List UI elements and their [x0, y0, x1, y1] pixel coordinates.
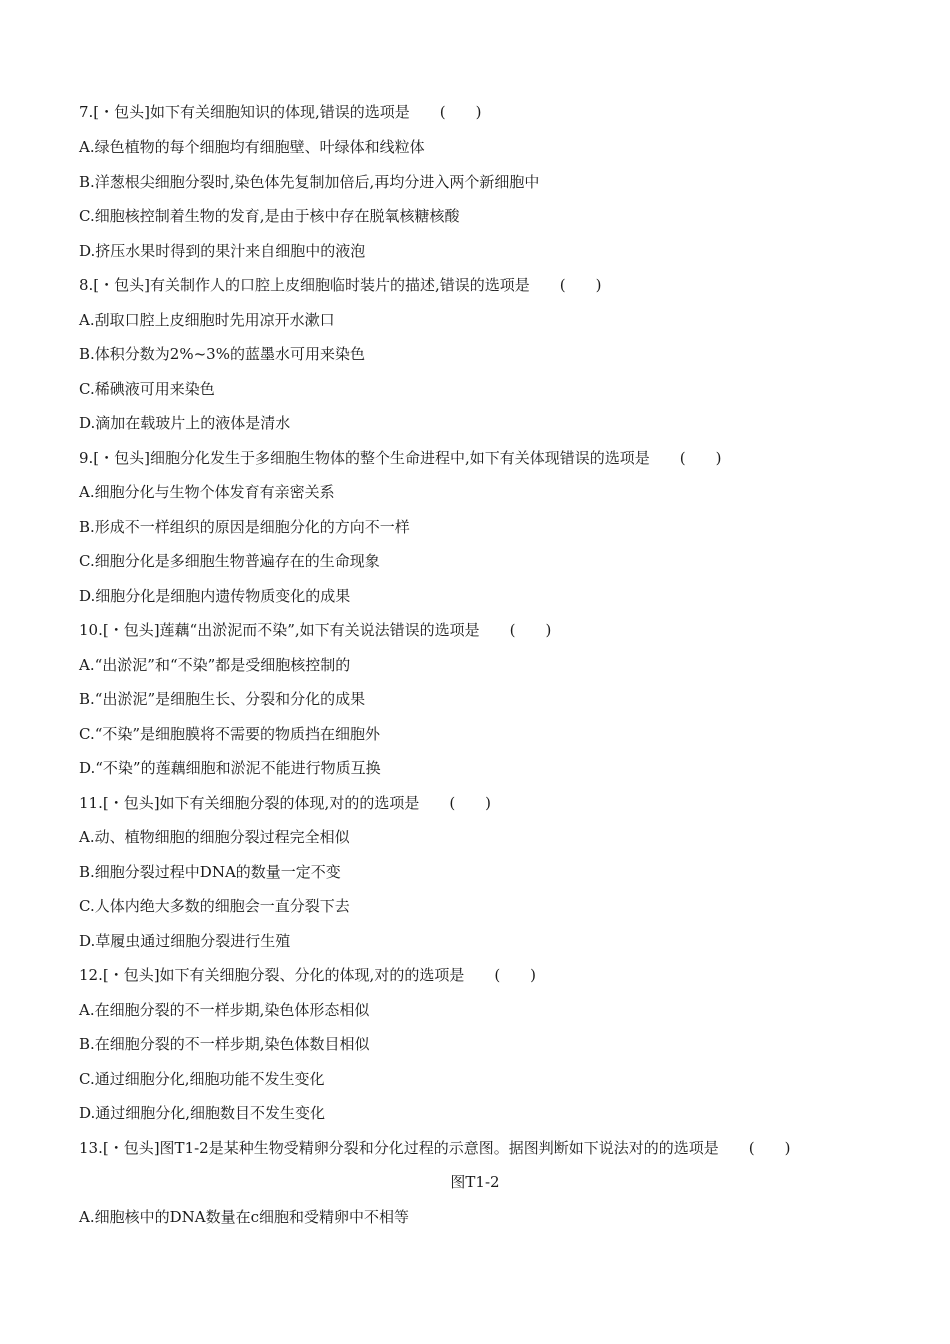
- figure-caption: 图T1-2: [450, 1173, 500, 1191]
- question-7-option-c: C.细胞核控制着生物的发育,是由于核中存在脱氧核糖核酸: [79, 207, 460, 225]
- question-7-option-a: A.绿色植物的每个细胞均有细胞壁、叶绿体和线粒体: [79, 138, 425, 156]
- question-11-option-b: B.细胞分裂过程中DNA的数量一定不变: [79, 863, 341, 881]
- question-11-option-c: C.人体内绝大多数的细胞会一直分裂下去: [79, 897, 350, 915]
- question-9-stem: 9.[・包头]细胞分化发生于多细胞生物体的整个生命进程中,如下有关体现错误的选项是 ( ): [79, 449, 722, 467]
- question-12-option-d: D.通过细胞分化,细胞数目不发生变化: [79, 1104, 326, 1122]
- question-9-option-c: C.细胞分化是多细胞生物普遍存在的生命现象: [79, 552, 380, 570]
- question-10-stem: 10.[・包头]莲藕“出淤泥而不染”,如下有关说法错误的选项是 ( ): [79, 621, 552, 639]
- question-7-stem: 7.[・包头]如下有关细胞知识的体现,错误的选项是 ( ): [79, 103, 482, 121]
- question-12-option-b: B.在细胞分裂的不一样步期,染色体数目相似: [79, 1035, 370, 1053]
- question-10-option-a: A.“出淤泥”和“不染”都是受细胞核控制的: [79, 656, 351, 674]
- question-9-option-a: A.细胞分化与生物个体发育有亲密关系: [79, 483, 335, 501]
- question-13-option-a: A.细胞核中的DNA数量在c细胞和受精卵中不相等: [79, 1208, 409, 1226]
- question-13-stem: 13.[・包头]图T1-2是某种生物受精卵分裂和分化过程的示意图。据图判断如下说法对的的选项是 ( ): [79, 1139, 791, 1157]
- question-9-option-b: B.形成不一样组织的原因是细胞分化的方向不一样: [79, 518, 410, 536]
- question-10-option-b: B.“出淤泥”是细胞生长、分裂和分化的成果: [79, 690, 366, 708]
- question-10-option-d: D.“不染”的莲藕细胞和淤泥不能进行物质互换: [79, 759, 381, 777]
- question-7-option-d: D.挤压水果时得到的果汁来自细胞中的液泡: [79, 242, 366, 260]
- question-12-option-a: A.在细胞分裂的不一样步期,染色体形态相似: [79, 1001, 370, 1019]
- question-11-option-d: D.草履虫通过细胞分裂进行生殖: [79, 932, 291, 950]
- question-8-option-a: A.刮取口腔上皮细胞时先用凉开水漱口: [79, 311, 335, 329]
- question-11-stem: 11.[・包头]如下有关细胞分裂的体现,对的的选项是 ( ): [79, 794, 492, 812]
- question-8-stem: 8.[・包头]有关制作人的口腔上皮细胞临时装片的描述,错误的选项是 ( ): [79, 276, 602, 294]
- question-7-option-b: B.洋葱根尖细胞分裂时,染色体先复制加倍后,再均分进入两个新细胞中: [79, 173, 540, 191]
- question-12-stem: 12.[・包头]如下有关细胞分裂、分化的体现,对的的选项是 ( ): [79, 966, 537, 984]
- question-8-option-c: C.稀碘液可用来染色: [79, 380, 215, 398]
- question-8-option-b: B.体积分数为2%~3%的蓝墨水可用来染色: [79, 345, 365, 363]
- question-8-option-d: D.滴加在载玻片上的液体是清水: [79, 414, 291, 432]
- question-9-option-d: D.细胞分化是细胞内遗传物质变化的成果: [79, 587, 351, 605]
- question-11-option-a: A.动、植物细胞的细胞分裂过程完全相似: [79, 828, 350, 846]
- question-12-option-c: C.通过细胞分化,细胞功能不发生变化: [79, 1070, 325, 1088]
- question-10-option-c: C.“不染”是细胞膜将不需要的物质挡在细胞外: [79, 725, 381, 743]
